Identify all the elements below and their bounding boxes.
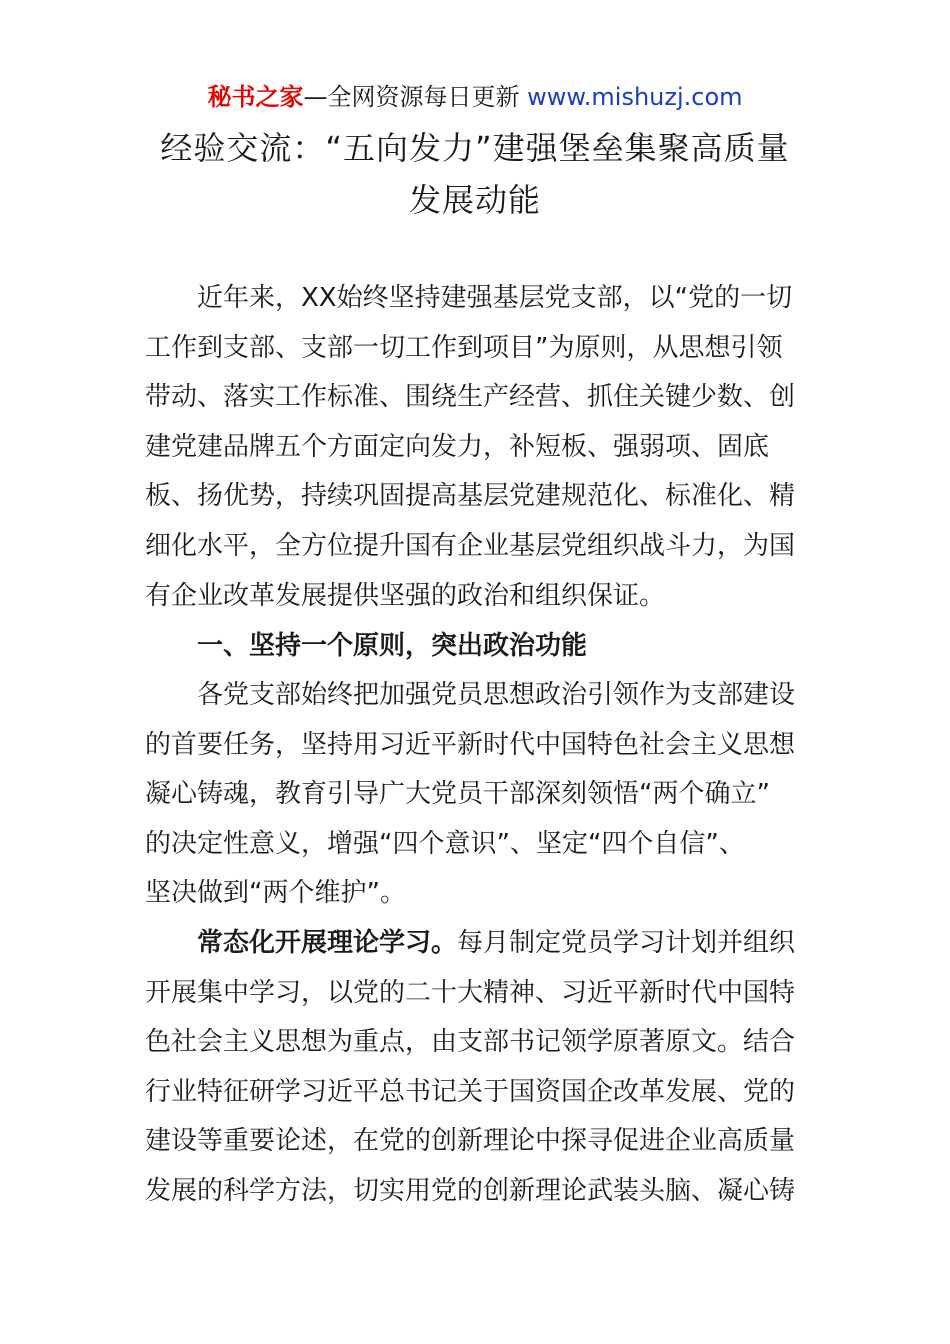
section1-paragraph	[145, 671, 807, 919]
site-tagline: —全网资源每日更新	[303, 83, 528, 111]
text-line: 凝心铸魂，教育引导广大党员干部深刻领悟“两个确立”	[145, 779, 770, 810]
text-line	[145, 919, 807, 969]
text-line: 行业特征研学习近平总书记关于国资国企改革发展、党的	[145, 1076, 796, 1107]
site-header	[0, 80, 950, 114]
document-title	[100, 122, 850, 226]
text-line: 发展的科学方法，切实用党的创新理论武装头脑、凝心铸	[145, 1175, 796, 1206]
text-line: 有企业改革发展提供坚强的政治和组织保证。	[145, 580, 666, 611]
section-heading	[145, 622, 807, 672]
title-line-2: 发展动能	[408, 181, 541, 219]
text-line: 工作到支部、支部一切工作到项目”为原则，从思想引领	[145, 332, 783, 363]
title-line-1: 经验交流：“五向发力”建强堡垒集聚高质量	[160, 129, 790, 167]
site-brand: 秘书之家	[207, 83, 304, 111]
text-line: 板、扬优势，持续巩固提高基层党建规范化、标准化、精	[145, 481, 796, 512]
intro-paragraph	[145, 274, 807, 621]
text-line: 建党建品牌五个方面定向发力，补短板、强弱项、固底	[145, 431, 770, 462]
text-line: 近年来，XX始终坚持建强基层党支部，以“党的一切	[197, 283, 793, 313]
text-line: 建设等重要论述，在党的创新理论中探寻促进企业高质量	[145, 1126, 796, 1157]
text-line: 色社会主义思想为重点，由支部书记领学原著原文。结合	[145, 1027, 796, 1058]
text-line: 细化水平，全方位提升国有企业基层党组织战斗力，为国	[145, 530, 796, 561]
text-line: 开展集中学习，以党的二十大精神、习近平新时代中国特	[145, 977, 796, 1008]
paragraph-lead: 常态化开展理论学习。	[197, 928, 458, 958]
text-line: 各党支部始终把加强党员思想政治引领作为支部建设	[197, 680, 796, 710]
text-line: 坚决做到“两个维护”。	[145, 878, 406, 909]
theory-study-paragraph	[145, 919, 807, 1217]
text-line: 带动、落实工作标准、围绕生产经营、抓住关键少数、创	[145, 382, 796, 413]
site-url-link[interactable]: www.mishuzj.com	[527, 83, 743, 111]
text-line: 的决定性意义，增强“四个意识”、坚定“四个自信”、	[145, 828, 745, 859]
text-line: 的首要任务，坚持用习近平新时代中国特色社会主义思想	[145, 729, 796, 760]
section-heading-text: 一、坚持一个原则，突出政治功能	[197, 631, 588, 661]
paragraph-lead-rest: 每月制定党员学习计划并组织	[457, 928, 796, 958]
